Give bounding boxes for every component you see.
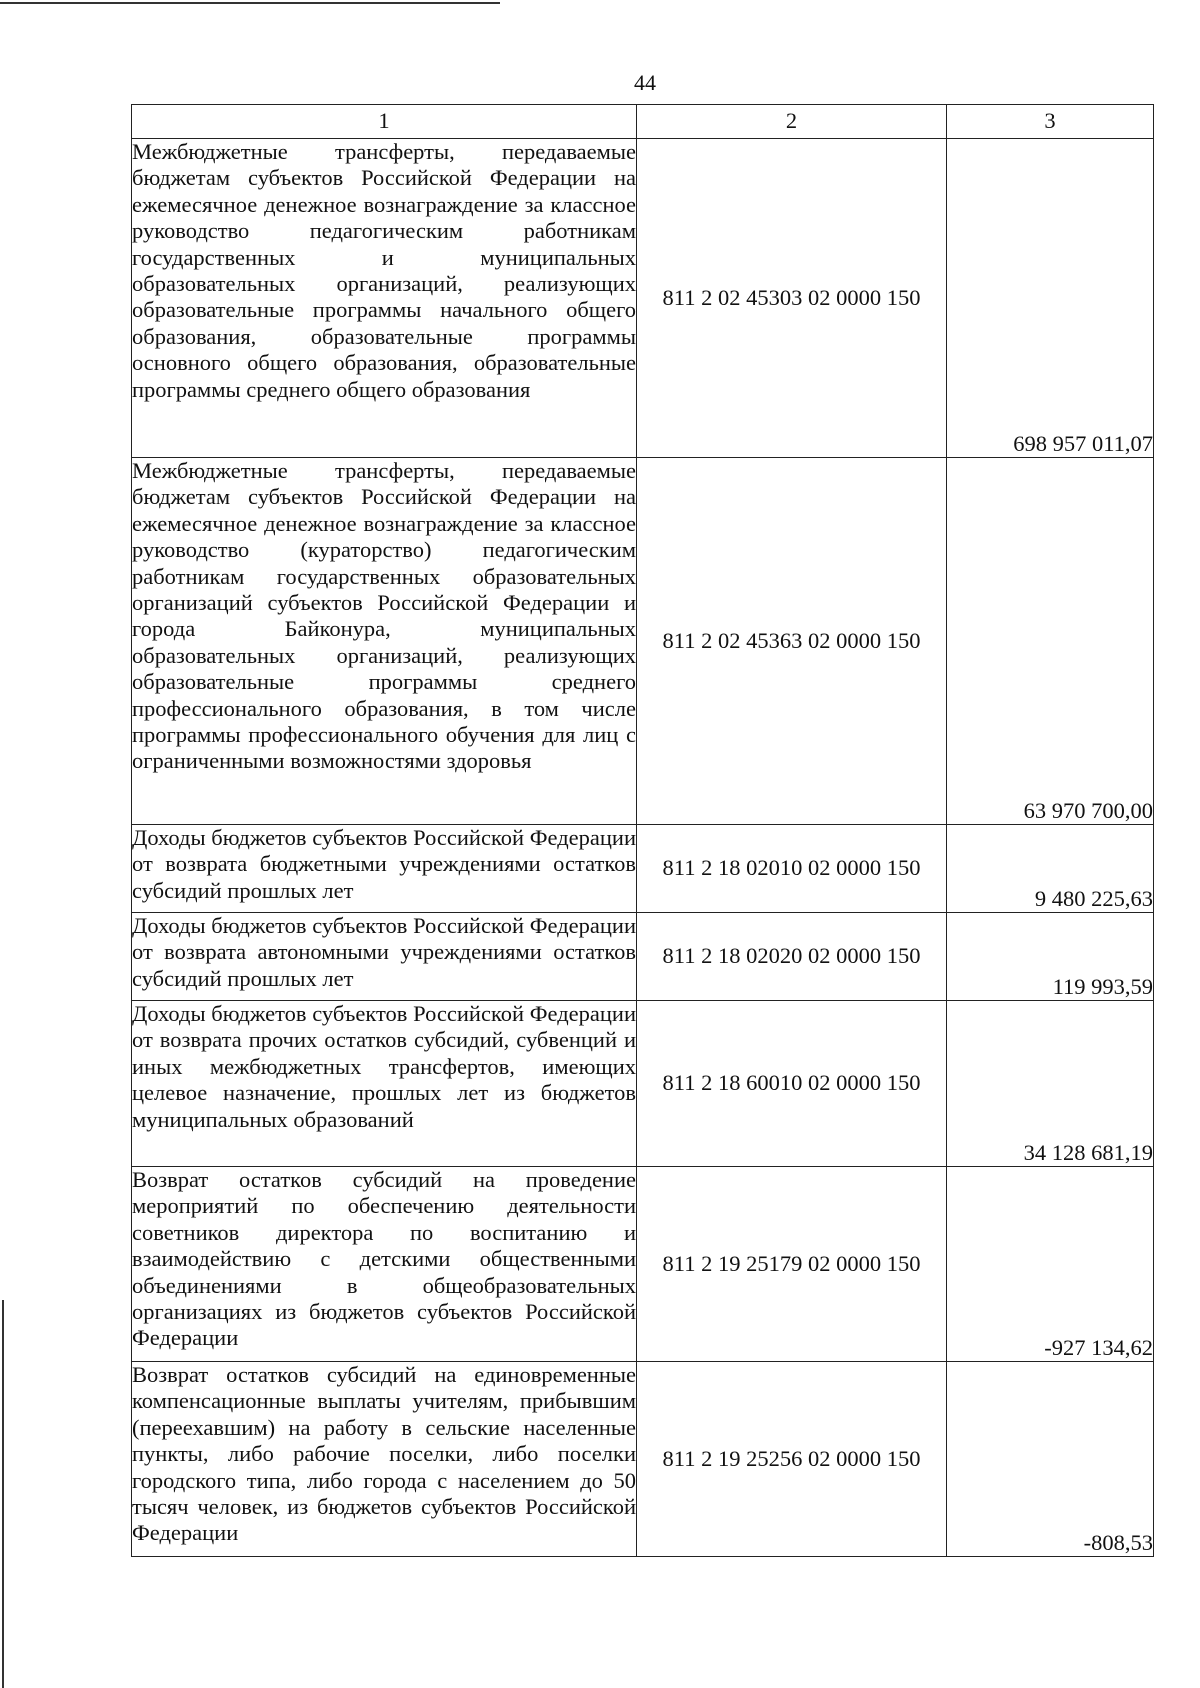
table-row xyxy=(132,458,1154,825)
row-code: 811 2 19 25256 02 0000 150 xyxy=(637,1362,947,1557)
row-amount: 698 957 011,07 xyxy=(947,139,1154,458)
page-number: 44 xyxy=(634,70,656,95)
column-header-3: 3 xyxy=(947,105,1154,139)
scan-edge-top xyxy=(0,2,500,4)
row-amount: 34 128 681,19 xyxy=(947,1001,1154,1167)
column-header-2: 2 xyxy=(637,105,947,139)
row-code: 811 2 02 45303 02 0000 150 xyxy=(637,139,947,458)
row-amount: 63 970 700,00 xyxy=(947,458,1154,825)
table-row xyxy=(132,825,1154,913)
column-header-1: 1 xyxy=(132,105,637,139)
row-name: Доходы бюджетов субъектов Российской Федерации от возврата бюджетными учреждениями остатков субсидий прошлых лет xyxy=(132,825,637,913)
table-row xyxy=(132,1001,1154,1167)
row-code: 811 2 18 60010 02 0000 150 xyxy=(637,1001,947,1167)
row-code: 811 2 19 25179 02 0000 150 xyxy=(637,1167,947,1362)
row-amount: -808,53 xyxy=(947,1362,1154,1557)
row-name: Межбюджетные трансферты, передаваемые бюджетам субъектов Российской Федерации на ежемесячное денежное вознаграждение за классное руководство педагогическим работникам государственных и муниципальных образовательных организаций, реализующих образовательные программы начального общего образования, образовательные программы основного общего образования, образовательные программы среднего общего образования xyxy=(132,139,637,458)
row-code: 811 2 18 02020 02 0000 150 xyxy=(637,913,947,1001)
table-row xyxy=(132,139,1154,458)
row-name: Доходы бюджетов субъектов Российской Федерации от возврата автономными учреждениями остатков субсидий прошлых лет xyxy=(132,913,637,1001)
row-amount: -927 134,62 xyxy=(947,1167,1154,1362)
table-row xyxy=(132,913,1154,1001)
row-code: 811 2 02 45363 02 0000 150 xyxy=(637,458,947,825)
scan-edge-left xyxy=(2,1300,4,1688)
table-row xyxy=(132,1167,1154,1362)
row-amount: 9 480 225,63 xyxy=(947,825,1154,913)
row-name: Возврат остатков субсидий на проведение мероприятий по обеспечению деятельности советников директора по воспитанию и взаимодействию с детскими общественными объединениями в общеобразовательных организациях из бюджетов субъектов Российской Федерации xyxy=(132,1167,637,1362)
table-row xyxy=(132,1362,1154,1557)
budget-table xyxy=(131,104,1154,1557)
row-name: Межбюджетные трансферты, передаваемые бюджетам субъектов Российской Федерации на ежемесячное денежное вознаграждение за классное руководство (кураторство) педагогическим работникам государственных образовательных организаций субъектов Российской Федерации и города Байконура, муниципальных образовательных организаций, реализующих образовательные программы среднего профессионального образования, в том числе программы профессионального обучения для лиц с ограниченными возможностями здоровья xyxy=(132,458,637,825)
row-code: 811 2 18 02010 02 0000 150 xyxy=(637,825,947,913)
row-name: Возврат остатков субсидий на единовременные компенсационные выплаты учителям, прибывшим (переехавшим) на работу в сельские населенные пункты, либо рабочие поселки, либо поселки городского типа, либо города с населением до 50 тысяч человек, из бюджетов субъектов Российской Федерации xyxy=(132,1362,637,1557)
row-amount: 119 993,59 xyxy=(947,913,1154,1001)
table-header-row xyxy=(132,105,1154,139)
row-name: Доходы бюджетов субъектов Российской Федерации от возврата прочих остатков субсидий, субвенций и иных межбюджетных трансфертов, имеющих целевое назначение, прошлых лет из бюджетов муниципальных образований xyxy=(132,1001,637,1167)
